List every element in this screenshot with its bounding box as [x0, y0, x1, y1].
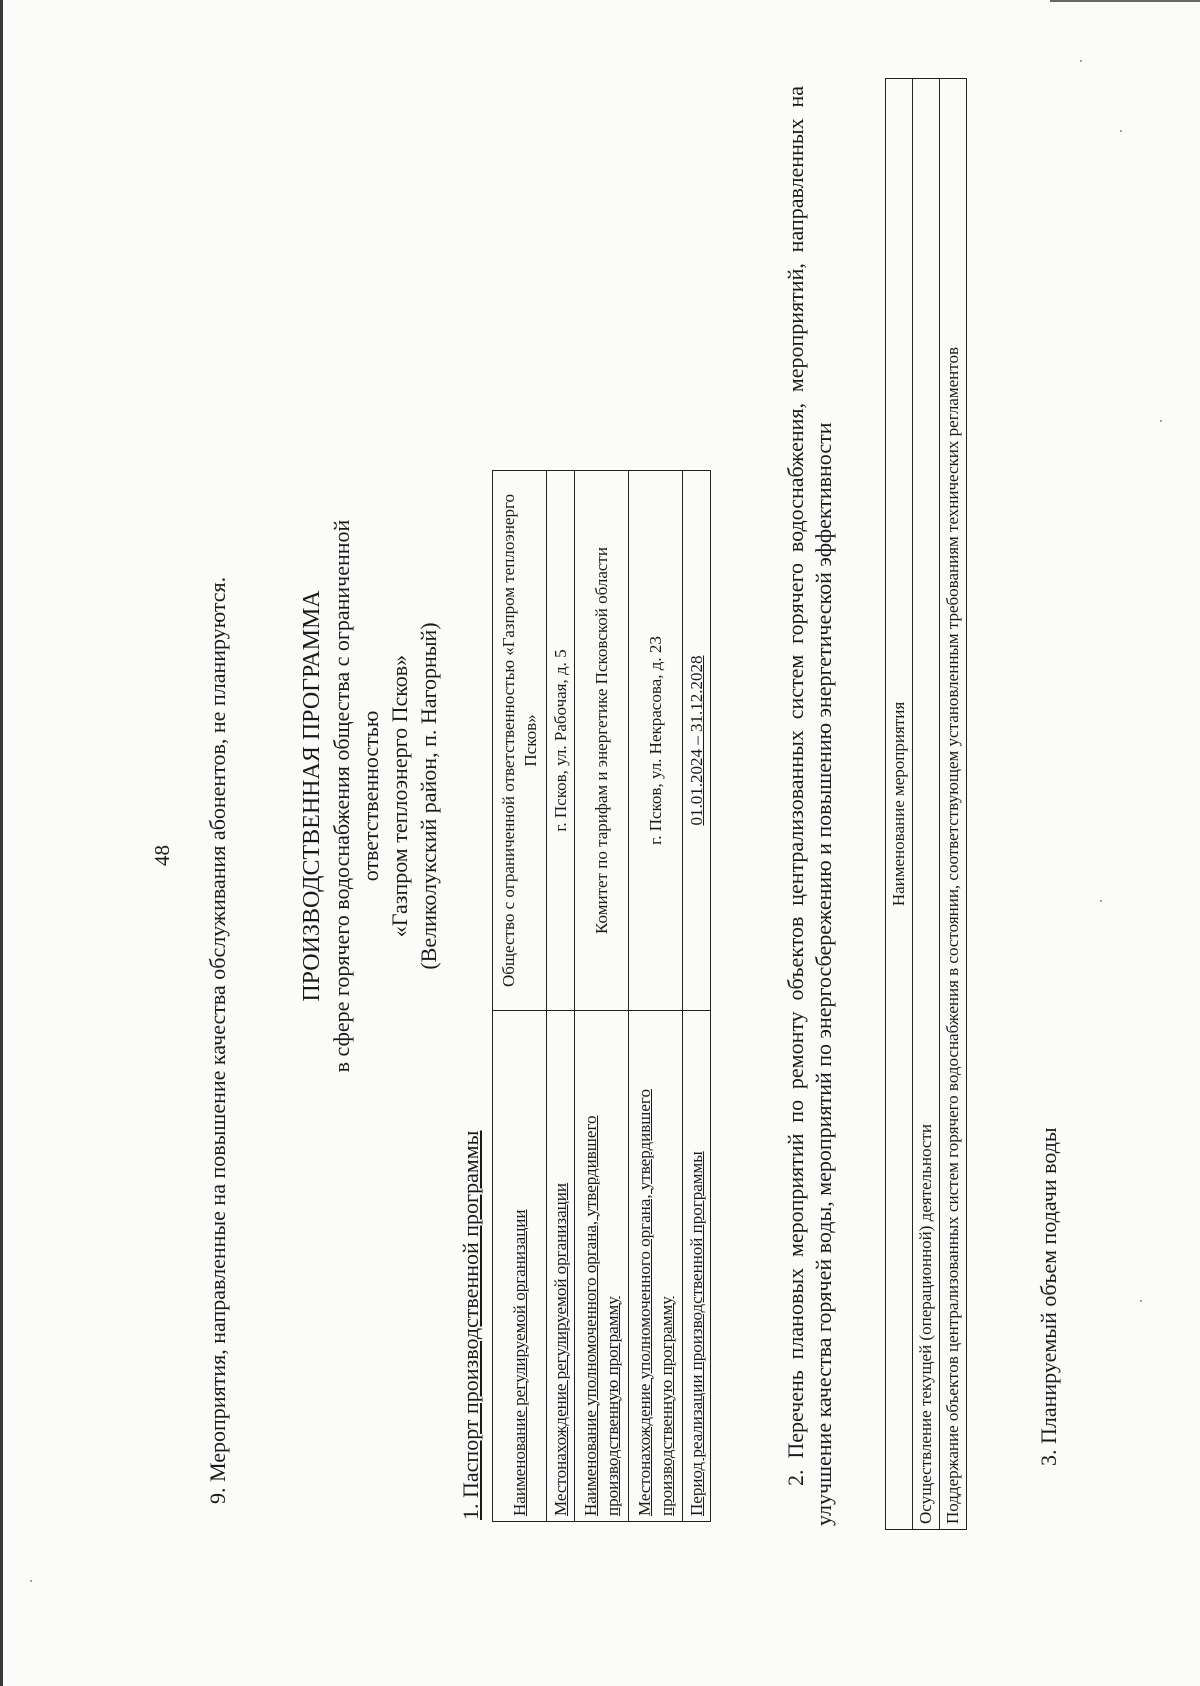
- passport-value: Общество с ограниченной ответственностью «Газпром теплоэнерго Псков»: [493, 471, 547, 1011]
- table-row: [547, 471, 575, 1522]
- item9-text: 9. Мероприятия, направленные на повышение качества обслуживания абонентов, не планируются.: [205, 576, 230, 1504]
- section2-heading: 2. Перечень плановых мероприятий по ремонту объектов централизованных систем горячего водоснабжения, мероприятий, направленных на улучшение качества горячей воды, мероприятий по энергосбережению и повышению энергетической эффективности: [783, 86, 836, 1526]
- page-number: 48: [150, 845, 174, 866]
- passport-label: Местонахождение уполномоченного органа, утвердившего производственную программу: [629, 1011, 683, 1522]
- measures-table: [885, 78, 967, 1530]
- passport-label: Местонахождение регулируемой организации: [547, 1011, 575, 1522]
- title-line-2: в сфере горячего водоснабжения общества с ограниченной ответственностью: [329, 519, 383, 1073]
- measures-item: Поддержание объектов централизованных систем горячего водоснабжения в состоянии, соответствующем установленным требованиям технических регламентов: [940, 79, 967, 1530]
- document-title: [298, 446, 443, 1146]
- title-line-3: «Газпром теплоэнерго Псков»: [387, 654, 412, 938]
- passport-value: г. Псков, ул. Рабочая, д. 5: [547, 471, 575, 1011]
- passport-label: Наименование уполномоченного органа, утвердившего производственную программу: [575, 1011, 629, 1522]
- table-row: [913, 79, 940, 1530]
- section3-heading: 3. Планируемый объем подачи воды: [1036, 1127, 1061, 1466]
- section1-heading: 1. Паспорт производственной программы: [458, 1130, 483, 1520]
- measures-item: Осуществление текущей (операционной) деятельности: [913, 79, 940, 1530]
- table-row: [575, 471, 629, 1522]
- table-row: [940, 79, 967, 1530]
- title-line-1: ПРОИЗВОДСТВЕННАЯ ПРОГРАММА: [299, 590, 325, 1002]
- passport-value: Комитет по тарифам и энергетике Псковской области: [575, 471, 629, 1011]
- passport-label: Наименование регулируемой организации: [493, 1011, 547, 1522]
- measures-table-header: Наименование мероприятия: [886, 79, 913, 1530]
- passport-table: [492, 470, 711, 1522]
- table-row: [493, 471, 547, 1522]
- table-row: [886, 79, 913, 1530]
- table-row: [629, 471, 683, 1522]
- passport-value: г. Псков, ул. Некрасова, д. 23: [629, 471, 683, 1011]
- title-line-4: (Великолукский район, п. Нагорный): [416, 622, 441, 970]
- table-row: [683, 471, 711, 1522]
- passport-label: Период реализации производственной программы: [683, 1011, 711, 1522]
- passport-value: 01.01.2024 – 31.12.2028: [683, 471, 711, 1011]
